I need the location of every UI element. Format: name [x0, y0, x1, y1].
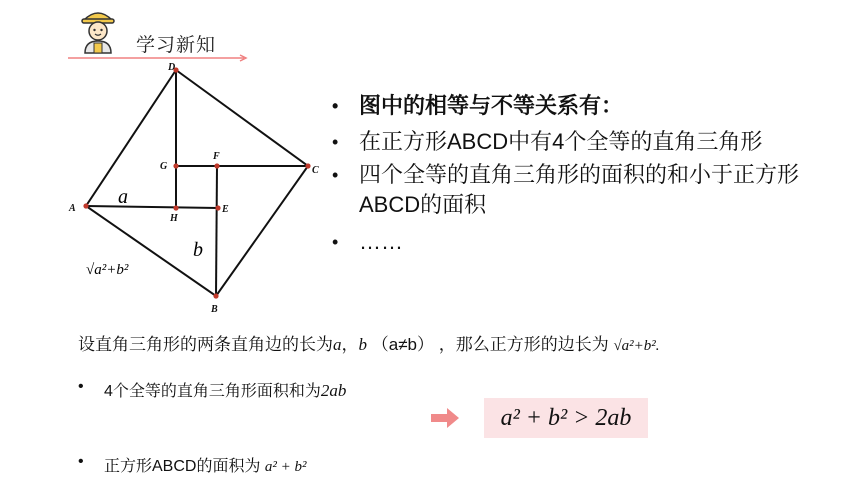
- point-f: [214, 163, 219, 168]
- relations-list: [332, 88, 832, 260]
- relations-item: • 四个全等的直角三角形的面积的和小于正方形ABCD的面积: [332, 160, 832, 220]
- relations-item: • ……: [332, 224, 832, 260]
- label-c: C: [312, 165, 319, 176]
- label-a: A: [69, 203, 76, 214]
- separator: ，: [341, 335, 359, 354]
- result-box: [484, 398, 648, 438]
- fact2-math: a² + b²: [264, 459, 307, 475]
- section-title: 学习新知: [136, 35, 217, 56]
- statement-mid: ，那么正方形的边长为: [438, 335, 609, 354]
- relations-item: • 在正方形ABCD中有4个全等的直角三角形: [332, 124, 832, 160]
- geometry-figure: [60, 58, 330, 320]
- student-with-hat-icon: [80, 6, 116, 54]
- point-g: [173, 163, 178, 168]
- point-b: [213, 293, 218, 298]
- line-ae: [86, 206, 218, 208]
- fact-item: [78, 378, 346, 401]
- right-arrow-icon: [431, 408, 459, 428]
- point-e: [215, 205, 220, 210]
- fact2-text: 正方形ABCD的面积为: [104, 458, 261, 475]
- side-a-label: a: [118, 186, 128, 208]
- point-c: [305, 163, 310, 168]
- label-f: F: [213, 151, 220, 162]
- condition: （a≠b）: [371, 335, 434, 354]
- label-d: D: [168, 62, 176, 73]
- statement-line: [78, 330, 660, 355]
- var-a: a: [333, 335, 342, 354]
- inequality: a² + b² > 2ab: [500, 405, 632, 431]
- label-b: B: [211, 304, 218, 315]
- label-e: E: [222, 204, 229, 215]
- label-g: G: [160, 161, 168, 172]
- fact-item: [78, 453, 346, 476]
- fact1-text: 4个全等的直角三角形面积和为: [104, 383, 321, 400]
- point-h: [173, 205, 178, 210]
- facts-list: [78, 378, 347, 475]
- side-b-label: b: [193, 239, 203, 261]
- var-b: b: [358, 335, 367, 354]
- avatar: [80, 6, 116, 59]
- point-a: [83, 203, 88, 208]
- hypotenuse-label: √a²+b²: [86, 262, 129, 278]
- side-length: √a²+b².: [613, 338, 660, 354]
- label-h: H: [170, 213, 178, 224]
- line-fb: [216, 166, 217, 296]
- statement-prefix: 设直角三角形的两条直角边的长为: [78, 335, 333, 354]
- relations-heading: • 图中的相等与不等关系有：: [332, 88, 832, 124]
- fact1-math: 2ab: [320, 381, 347, 400]
